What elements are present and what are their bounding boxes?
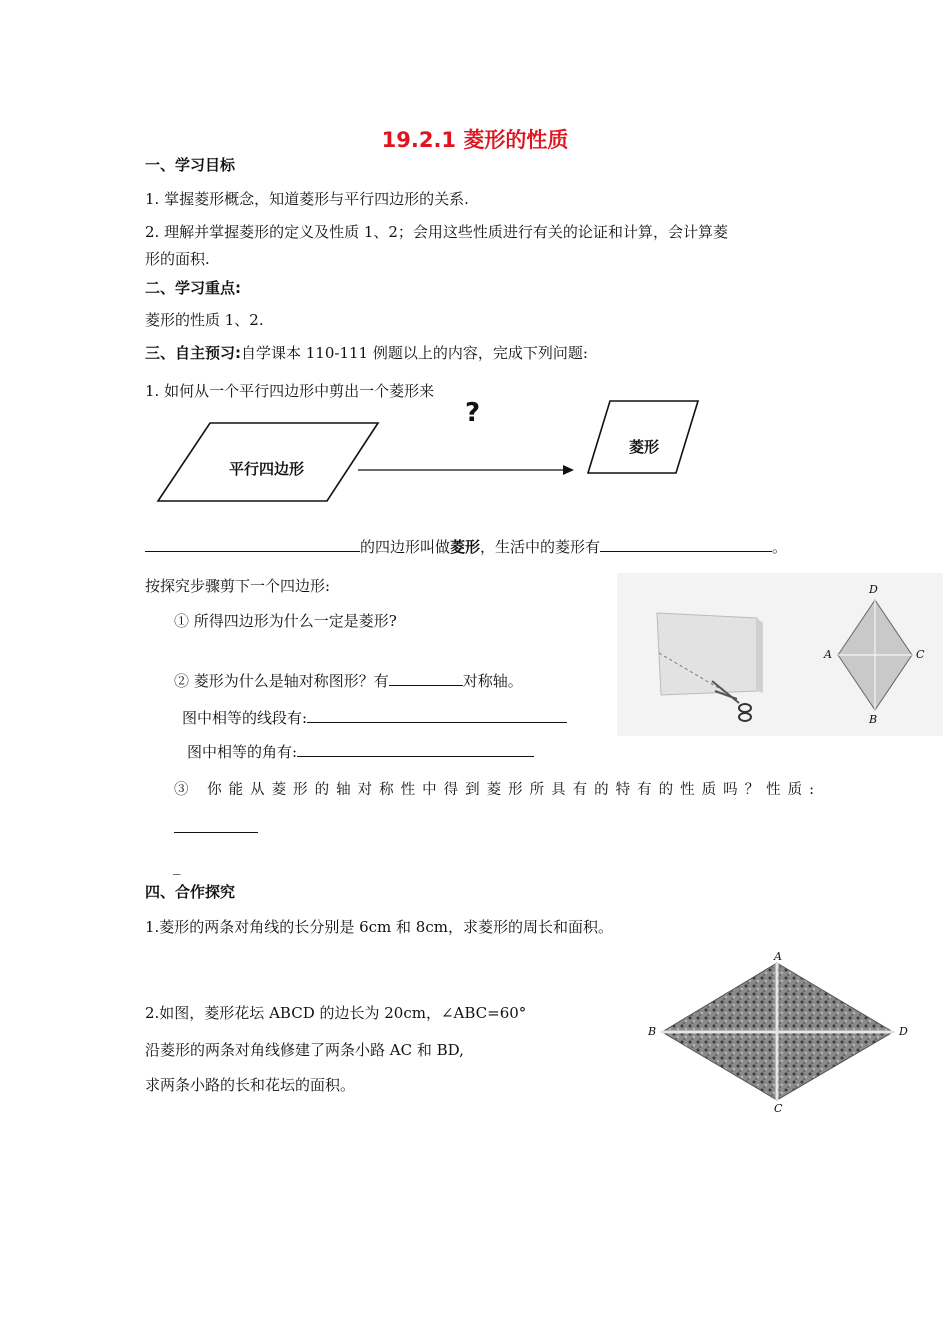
rhombus-label: 菱形: [629, 438, 660, 456]
objective-2: 2. 理解并掌握菱形的定义及性质 1、2；会用这些性质进行有关的论证和计算，会计算菱: [145, 223, 728, 241]
equal-segments-label: 图中相等的线段有:: [182, 709, 308, 727]
definition-end: 。: [772, 538, 788, 556]
flowerbed-label-b: B: [648, 1025, 657, 1038]
stray-dash: _: [173, 857, 181, 875]
definition-term: 菱形: [450, 538, 481, 556]
objective-2-cont: 形的面积.: [145, 250, 210, 268]
label-b: B: [869, 713, 878, 726]
question-mark: ?: [465, 398, 481, 428]
page-title: 19.2.1 菱形的性质: [381, 128, 569, 152]
flowerbed-label-a: A: [774, 950, 782, 963]
definition-text: 的四边形叫做: [360, 538, 451, 556]
objective-1: 1. 掌握菱形概念，知道菱形与平行四边形的关系.: [145, 190, 469, 208]
section-3-heading: 三、自主预习:: [145, 344, 241, 362]
question-c3: ③ 你能从菱形的轴对称性中得到菱形所具有的特有的性质吗？性质:: [174, 782, 821, 798]
question-c2-end: 对称轴。: [462, 672, 523, 690]
problem-2-line3: 求两条小路的长和花坛的面积。: [145, 1076, 356, 1094]
parallelogram-label: 平行四边形: [229, 460, 305, 478]
question-1: 1. 如何从一个平行四边形中剪出一个菱形来: [145, 382, 435, 400]
question-c1: ① 所得四边形为什么一定是菱形?: [174, 612, 397, 630]
label-c: C: [916, 648, 925, 661]
section-1-heading: 一、学习目标: [145, 156, 236, 174]
section-4-heading: 四、合作探究: [145, 883, 236, 901]
problem-2-line1: 2.如图，菱形花坛 ABCD 的边长为 20cm，∠ABC=60°: [145, 1004, 527, 1022]
label-d: D: [869, 583, 878, 596]
section-2-heading: 二、学习重点:: [145, 279, 241, 297]
problem-1: 1.菱形的两条对角线的长分别是 6cm 和 8cm，求菱形的周长和面积。: [145, 918, 613, 936]
problem-2-line2: 沿菱形的两条对角线修建了两条小路 AC 和 BD,: [145, 1041, 464, 1059]
equal-angles-label: 图中相等的角有:: [187, 743, 298, 761]
flowerbed-label-c: C: [774, 1102, 783, 1115]
key-point: 菱形的性质 1、2.: [145, 311, 264, 329]
label-a: A: [824, 648, 832, 661]
question-c2-text: ② 菱形为什么是轴对称图形？有: [174, 672, 389, 690]
preview-intro: 自学课本 110-111 例题以上的内容，完成下列问题:: [241, 344, 588, 362]
definition-life: ，生活中的菱形有: [480, 538, 601, 556]
steps-text: 按探究步骤剪下一个四边形:: [145, 577, 331, 595]
flowerbed-label-d: D: [899, 1025, 908, 1038]
